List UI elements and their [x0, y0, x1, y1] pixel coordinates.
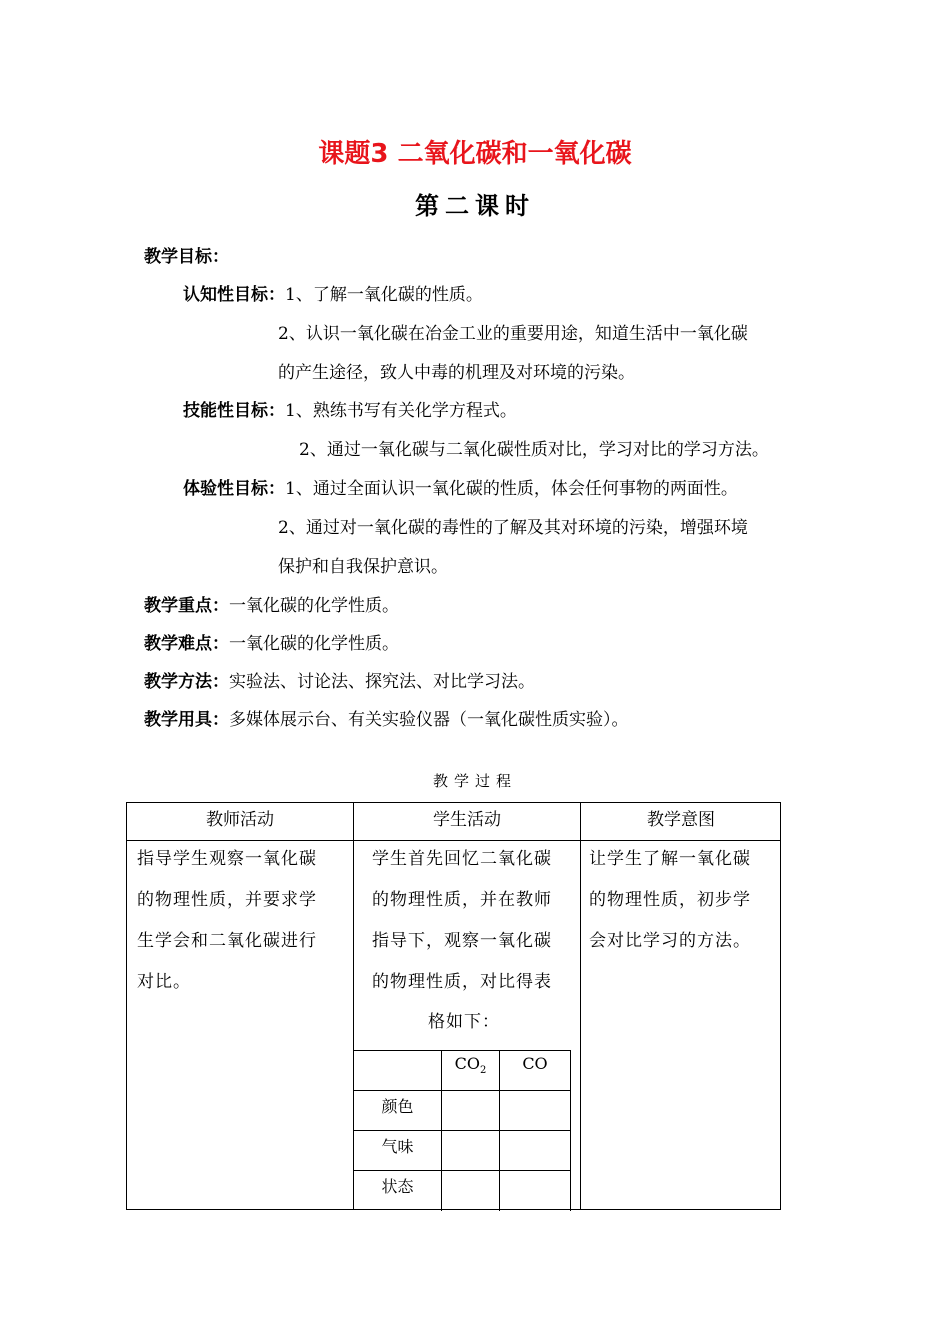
- process-caption: 教学过程: [432, 772, 517, 790]
- skill-item-1: 1、熟练书写有关化学方程式。: [285, 401, 517, 421]
- co2-text: CO: [454, 1054, 480, 1073]
- intent-line: 让学生了解一氧化碳: [589, 849, 751, 869]
- teacher-line: 生学会和二氧化碳进行: [137, 931, 317, 951]
- student-line: 的物理性质，对比得表: [372, 972, 552, 992]
- methods-value: 实验法、讨论法、探究法、对比学习法。: [229, 672, 535, 692]
- teacher-line: 的物理性质，并要求学: [137, 890, 317, 910]
- comparison-divider: [354, 1090, 571, 1091]
- header-teacher: 教师活动: [206, 810, 274, 830]
- comparison-divider: [499, 1050, 500, 1211]
- student-line: 格如下：: [428, 1012, 500, 1032]
- cognitive-objective: [183, 283, 483, 307]
- key-points-value: 一氧化碳的化学性质。: [229, 596, 399, 616]
- key-points-label: 教学重点：: [144, 596, 229, 616]
- methods-label: 教学方法：: [144, 672, 229, 692]
- key-points: [144, 594, 399, 618]
- difficulties-label: 教学难点：: [144, 634, 229, 654]
- student-line: 学生首先回忆二氧化碳: [372, 849, 552, 869]
- tools-value: 多媒体展示台、有关实验仪器（一氧化碳性质实验）。: [229, 710, 629, 730]
- header-student: 学生活动: [433, 810, 501, 830]
- difficulties-value: 一氧化碳的化学性质。: [229, 634, 399, 654]
- lesson-subtitle: 第二课时: [415, 192, 535, 220]
- teacher-activity: [137, 839, 347, 1003]
- tools-label: 教学用具：: [144, 710, 229, 730]
- document-title: 课题3 二氧化碳和一氧化碳: [318, 139, 632, 169]
- column-co: CO: [522, 1054, 548, 1073]
- intent-line: 的物理性质，初步学: [589, 890, 751, 910]
- experience-objective: [183, 477, 738, 501]
- experience-item-1: 1、通过全面认识一氧化碳的性质，体会任何事物的两面性。: [285, 479, 738, 499]
- comparison-divider: [354, 1130, 571, 1131]
- comparison-divider: [570, 1050, 571, 1211]
- process-table: [126, 802, 781, 1210]
- intent-line: 会对比学习的方法。: [589, 931, 751, 951]
- skill-objective: [183, 399, 517, 423]
- objectives-heading: 教学目标：: [144, 247, 229, 267]
- comparison-divider: [354, 1050, 571, 1051]
- difficulties: [144, 632, 399, 656]
- comparison-table: [354, 1050, 571, 1211]
- table-divider: [580, 803, 581, 1209]
- cognitive-item-1: 1、了解一氧化碳的性质。: [285, 285, 483, 305]
- student-line: 的物理性质，并在教师: [372, 890, 552, 910]
- co2-subscript: 2: [479, 1065, 487, 1077]
- row-color: 颜色: [381, 1097, 414, 1116]
- header-intent: 教学意图: [647, 810, 715, 830]
- tools: [144, 708, 629, 732]
- skill-label: 技能性目标：: [183, 401, 285, 421]
- row-odor: 气味: [381, 1137, 414, 1156]
- row-state: 状态: [381, 1177, 414, 1196]
- experience-label: 体验性目标：: [183, 479, 285, 499]
- experience-item-2a: 2、通过对一氧化碳的毒性的了解及其对环境的污染，增强环境: [278, 518, 748, 538]
- teaching-intent: [589, 839, 779, 962]
- cognitive-label: 认知性目标：: [183, 285, 285, 305]
- teacher-line: 对比。: [137, 972, 191, 992]
- methods: [144, 670, 535, 694]
- experience-item-2b: 保护和自我保护意识。: [278, 557, 448, 577]
- teacher-line: 指导学生观察一氧化碳: [137, 849, 317, 869]
- cognitive-item-2a: 2、认识一氧化碳在冶金工业的重要用途，知道生活中一氧化碳: [278, 324, 748, 344]
- skill-item-2: 2、通过一氧化碳与二氧化碳性质对比，学习对比的学习方法。: [299, 440, 769, 460]
- column-co2: [442, 1054, 499, 1076]
- student-line: 指导下，观察一氧化碳: [372, 931, 552, 951]
- cognitive-item-2b: 的产生途径，致人中毒的机理及对环境的污染。: [278, 363, 635, 383]
- student-activity: [372, 839, 577, 1041]
- comparison-divider: [354, 1170, 571, 1171]
